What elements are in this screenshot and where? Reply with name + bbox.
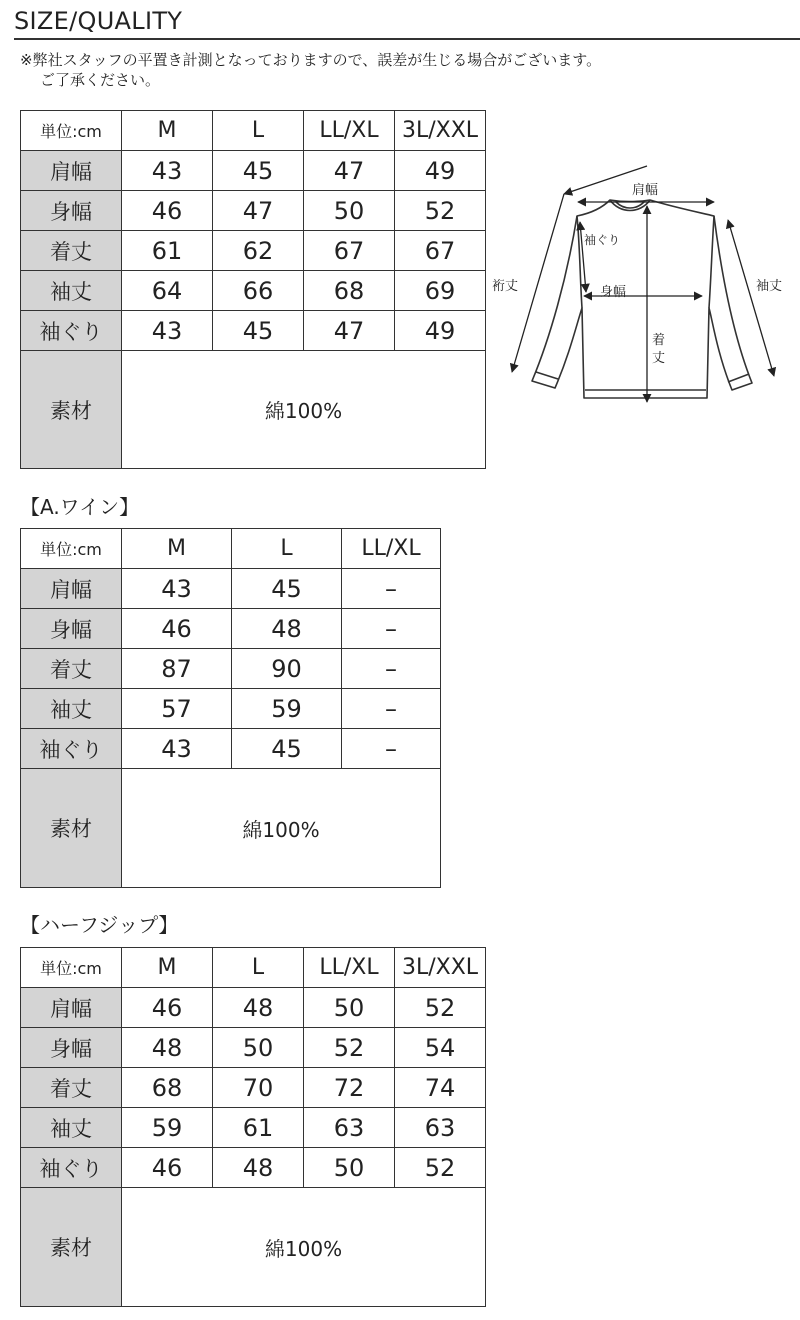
table-header-row bbox=[21, 948, 486, 988]
row-label: 身幅 bbox=[21, 1028, 122, 1068]
table-cell: 48 bbox=[213, 988, 304, 1028]
diagram-length-label-2: 丈 bbox=[652, 351, 666, 366]
table-cell: 49 bbox=[395, 151, 486, 191]
row-label: 肩幅 bbox=[21, 988, 122, 1028]
table-cell: – bbox=[342, 689, 441, 729]
page-title: SIZE/QUALITY bbox=[14, 7, 183, 35]
table-cell: 52 bbox=[395, 1148, 486, 1188]
material-value: 綿100% bbox=[122, 351, 486, 469]
table-row bbox=[21, 689, 441, 729]
table-row bbox=[21, 649, 441, 689]
table-cell: 57 bbox=[122, 689, 232, 729]
table-cell: 67 bbox=[304, 231, 395, 271]
table-cell: 43 bbox=[122, 729, 232, 769]
table-cell: 45 bbox=[213, 311, 304, 351]
table-cell: 54 bbox=[395, 1028, 486, 1068]
row-label: 袖丈 bbox=[21, 1108, 122, 1148]
table-cell: 63 bbox=[395, 1108, 486, 1148]
table-cell: 61 bbox=[213, 1108, 304, 1148]
table-cell: 74 bbox=[395, 1068, 486, 1108]
measurement-note bbox=[20, 50, 790, 90]
table-row bbox=[21, 1028, 486, 1068]
table-cell: 43 bbox=[122, 151, 213, 191]
col-header: 3L/XXL bbox=[395, 111, 486, 151]
size-table-wine bbox=[20, 528, 441, 888]
table-row bbox=[21, 311, 486, 351]
row-label: 身幅 bbox=[21, 609, 122, 649]
table-cell: 46 bbox=[122, 609, 232, 649]
note-line-2: ご了承ください。 bbox=[40, 71, 161, 89]
table-row bbox=[21, 988, 486, 1028]
row-label: 袖ぐり bbox=[21, 1148, 122, 1188]
table-cell: 46 bbox=[122, 988, 213, 1028]
col-header: L bbox=[232, 529, 342, 569]
table-cell: 46 bbox=[122, 191, 213, 231]
table-cell: 47 bbox=[304, 311, 395, 351]
note-line-1: ※弊社スタッフの平置き計測となっておりますので、誤差が生じる場合がございます。 bbox=[20, 51, 602, 69]
table-cell: 66 bbox=[213, 271, 304, 311]
table-cell: 47 bbox=[213, 191, 304, 231]
col-header: L bbox=[213, 948, 304, 988]
table-cell: 61 bbox=[122, 231, 213, 271]
table-cell: 43 bbox=[122, 311, 213, 351]
material-value: 綿100% bbox=[122, 1188, 486, 1307]
table-cell: 52 bbox=[304, 1028, 395, 1068]
col-header: M bbox=[122, 529, 232, 569]
table-row bbox=[21, 151, 486, 191]
col-header: M bbox=[122, 948, 213, 988]
material-value: 綿100% bbox=[122, 769, 441, 888]
table-cell: 50 bbox=[304, 988, 395, 1028]
diagram-armhole-label: 袖ぐり bbox=[584, 233, 621, 247]
table-row bbox=[21, 231, 486, 271]
table-cell: 72 bbox=[304, 1068, 395, 1108]
section-title-wine: 【A.ワイン】 bbox=[20, 495, 140, 519]
table-cell: 45 bbox=[232, 569, 342, 609]
table-row bbox=[21, 1068, 486, 1108]
table-cell: 50 bbox=[304, 191, 395, 231]
diagram-yuki-label: 裄丈 bbox=[492, 279, 519, 294]
table-row bbox=[21, 1108, 486, 1148]
diagram-sleeve-label: 袖丈 bbox=[756, 279, 783, 294]
shirt-outline-icon bbox=[532, 200, 752, 398]
row-label: 着丈 bbox=[21, 231, 122, 271]
material-row bbox=[21, 351, 486, 469]
table-row bbox=[21, 729, 441, 769]
row-label: 袖丈 bbox=[21, 271, 122, 311]
unit-cell: 単位:cm bbox=[21, 529, 122, 569]
table-cell: – bbox=[342, 609, 441, 649]
section-title-halfzip: 【ハーフジップ】 bbox=[20, 913, 179, 937]
row-label: 肩幅 bbox=[21, 151, 122, 191]
diagram-shoulder-label: 肩幅 bbox=[632, 183, 659, 198]
table-cell: 50 bbox=[304, 1148, 395, 1188]
material-label: 素材 bbox=[21, 769, 122, 888]
row-label: 着丈 bbox=[21, 649, 122, 689]
table-cell: 70 bbox=[213, 1068, 304, 1108]
page-header bbox=[14, 4, 800, 40]
material-label: 素材 bbox=[21, 351, 122, 469]
row-label: 肩幅 bbox=[21, 569, 122, 609]
table-row bbox=[21, 191, 486, 231]
size-table-main bbox=[20, 110, 486, 469]
row-label: 袖ぐり bbox=[21, 729, 122, 769]
row-label: 着丈 bbox=[21, 1068, 122, 1108]
size-table-halfzip bbox=[20, 947, 486, 1307]
table-cell: 43 bbox=[122, 569, 232, 609]
unit-cell: 単位:cm bbox=[21, 111, 122, 151]
table-cell: 49 bbox=[395, 311, 486, 351]
table-cell: 45 bbox=[232, 729, 342, 769]
table-row bbox=[21, 1148, 486, 1188]
table-cell: 69 bbox=[395, 271, 486, 311]
table-cell: 47 bbox=[304, 151, 395, 191]
row-label: 身幅 bbox=[21, 191, 122, 231]
table-cell: 59 bbox=[232, 689, 342, 729]
col-header: 3L/XXL bbox=[395, 948, 486, 988]
material-row bbox=[21, 1188, 486, 1307]
table-cell: 67 bbox=[395, 231, 486, 271]
row-label: 袖ぐり bbox=[21, 311, 122, 351]
table-row bbox=[21, 569, 441, 609]
table-cell: – bbox=[342, 569, 441, 609]
table-cell: 62 bbox=[213, 231, 304, 271]
row-label: 袖丈 bbox=[21, 689, 122, 729]
table-cell: 50 bbox=[213, 1028, 304, 1068]
table-cell: 52 bbox=[395, 988, 486, 1028]
col-header: LL/XL bbox=[342, 529, 441, 569]
table-cell: 46 bbox=[122, 1148, 213, 1188]
table-cell: 48 bbox=[232, 609, 342, 649]
table-cell: 68 bbox=[304, 271, 395, 311]
table-cell: 90 bbox=[232, 649, 342, 689]
table-cell: 48 bbox=[213, 1148, 304, 1188]
diagram-length-label-1: 着 bbox=[652, 333, 666, 348]
table-row bbox=[21, 271, 486, 311]
table-cell: 63 bbox=[304, 1108, 395, 1148]
unit-cell: 単位:cm bbox=[21, 948, 122, 988]
table-cell: – bbox=[342, 729, 441, 769]
table-cell: 59 bbox=[122, 1108, 213, 1148]
table-row bbox=[21, 609, 441, 649]
measure-arrows bbox=[512, 166, 774, 402]
material-row bbox=[21, 769, 441, 888]
table-cell: 64 bbox=[122, 271, 213, 311]
table-header-row bbox=[21, 111, 486, 151]
table-cell: 52 bbox=[395, 191, 486, 231]
col-header: M bbox=[122, 111, 213, 151]
garment-diagram bbox=[492, 158, 792, 408]
material-label: 素材 bbox=[21, 1188, 122, 1307]
table-cell: 87 bbox=[122, 649, 232, 689]
table-cell: 45 bbox=[213, 151, 304, 191]
table-cell: 68 bbox=[122, 1068, 213, 1108]
table-cell: – bbox=[342, 649, 441, 689]
diagram-body-width-label: 身幅 bbox=[600, 285, 627, 300]
col-header: LL/XL bbox=[304, 948, 395, 988]
col-header: L bbox=[213, 111, 304, 151]
table-header-row bbox=[21, 529, 441, 569]
table-cell: 48 bbox=[122, 1028, 213, 1068]
col-header: LL/XL bbox=[304, 111, 395, 151]
